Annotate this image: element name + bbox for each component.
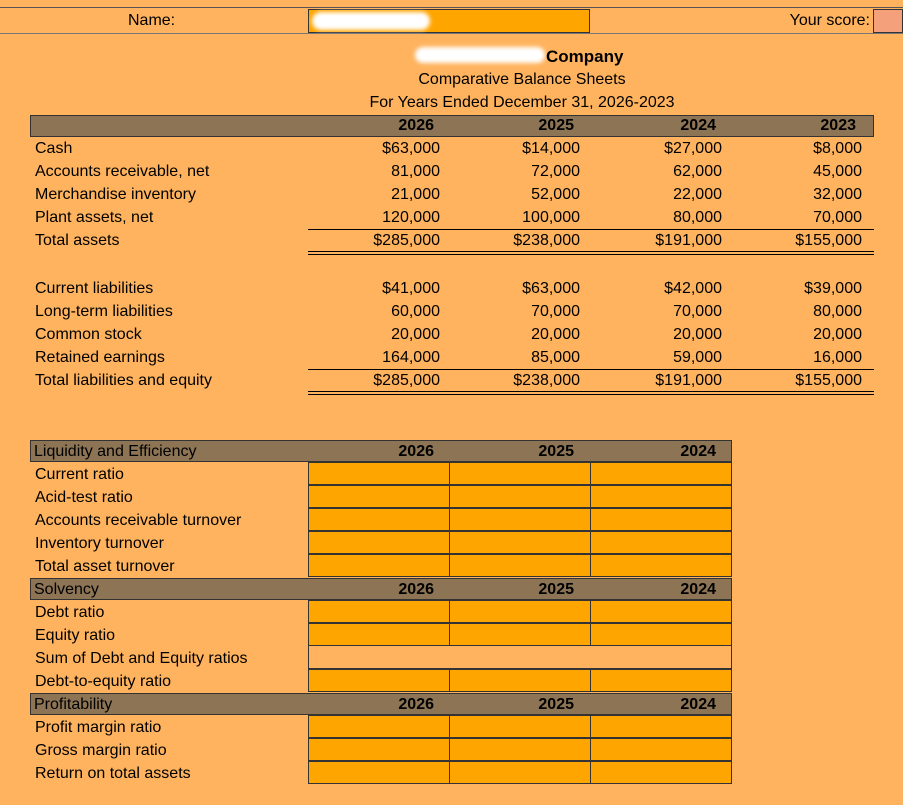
profitability-year-2024: 2024	[680, 696, 716, 713]
total-liabilities-equity-2024: $191,000	[655, 372, 722, 389]
retained-earnings-2024: 59,000	[673, 349, 722, 366]
ar-2026: 81,000	[391, 163, 440, 180]
score-cell[interactable]	[873, 9, 903, 33]
plant-assets-2026: 120,000	[382, 209, 440, 226]
ar-2023: 45,000	[813, 163, 862, 180]
sum-debt-equity-cells	[308, 646, 732, 669]
plant-assets-2024: 80,000	[673, 209, 722, 226]
row-label-common-stock: Common stock	[35, 326, 142, 343]
total-liabilities-equity-2025: $238,000	[513, 372, 580, 389]
debt-ratio-2024-input[interactable]	[590, 600, 732, 623]
inventory-turnover-2026-input[interactable]	[308, 531, 450, 554]
long-term-liabilities-2026: 60,000	[391, 303, 440, 320]
total-liabilities-top-rule	[308, 369, 874, 370]
year-header-bar	[30, 115, 874, 137]
acid-test-2026-input[interactable]	[308, 485, 450, 508]
total-asset-turnover-2024-input[interactable]	[590, 554, 732, 577]
solvency-year-2026: 2026	[398, 581, 434, 598]
retained-earnings-2025: 85,000	[531, 349, 580, 366]
current-ratio-2026-input[interactable]	[308, 462, 450, 485]
redacted-company-name	[415, 47, 545, 63]
equity-ratio-2024-input[interactable]	[590, 623, 732, 646]
ar-turnover-2025-input[interactable]	[449, 508, 591, 531]
ratio-label-acid-test: Acid-test ratio	[35, 489, 133, 506]
profitability-year-2025: 2025	[538, 696, 574, 713]
common-stock-2023: 20,000	[813, 326, 862, 343]
ar-turnover-2026-input[interactable]	[308, 508, 450, 531]
cash-2025: $14,000	[522, 140, 580, 157]
ratio-label-equity-ratio: Equity ratio	[35, 627, 116, 644]
return-on-assets-2025-input[interactable]	[449, 761, 591, 784]
row-label-cash: Cash	[35, 140, 73, 157]
current-ratio-2025-input[interactable]	[449, 462, 591, 485]
profit-margin-2024-input[interactable]	[590, 715, 732, 738]
score-label: Your score:	[789, 12, 870, 29]
total-liabilities-double-rule-2	[308, 394, 874, 395]
ratio-label-profit-margin: Profit margin ratio	[35, 719, 162, 736]
year-2023-header: 2023	[820, 117, 856, 134]
profit-margin-2025-input[interactable]	[449, 715, 591, 738]
total-assets-top-rule	[308, 229, 874, 230]
debt-ratio-2026-input[interactable]	[308, 600, 450, 623]
liquidity-year-2024: 2024	[680, 443, 716, 460]
ar-2024: 62,000	[673, 163, 722, 180]
company-name: Company	[546, 47, 624, 66]
total-asset-turnover-2026-input[interactable]	[308, 554, 450, 577]
profit-margin-2026-input[interactable]	[308, 715, 450, 738]
solvency-title: Solvency	[34, 581, 99, 598]
row-label-current-liabilities: Current liabilities	[35, 280, 154, 297]
liquidity-year-2025: 2025	[538, 443, 574, 460]
current-liabilities-2026: $41,000	[382, 280, 440, 297]
current-liabilities-2023: $39,000	[804, 280, 862, 297]
solvency-year-2024: 2024	[680, 581, 716, 598]
profitability-year-2026: 2026	[398, 696, 434, 713]
total-assets-2025: $238,000	[513, 232, 580, 249]
common-stock-2026: 20,000	[391, 326, 440, 343]
row-label-total-assets: Total assets	[35, 232, 120, 249]
ar-turnover-2024-input[interactable]	[590, 508, 732, 531]
ratio-label-debt-to-equity: Debt-to-equity ratio	[35, 673, 172, 690]
header-row-bottom-border	[0, 33, 903, 34]
inventory-turnover-2025-input[interactable]	[449, 531, 591, 554]
ratio-label-gross-margin: Gross margin ratio	[35, 742, 167, 759]
row-label-retained-earnings: Retained earnings	[35, 349, 165, 366]
total-assets-double-rule-2	[308, 254, 874, 255]
statement-subtitle: Comparative Balance Sheets	[418, 71, 626, 88]
plant-assets-2025: 100,000	[522, 209, 580, 226]
row-label-merchandise-inventory: Merchandise inventory	[35, 186, 196, 203]
long-term-liabilities-2025: 70,000	[531, 303, 580, 320]
ratio-label-return-on-assets: Return on total assets	[35, 765, 191, 782]
inventory-2023: 32,000	[813, 186, 862, 203]
inventory-2025: 52,000	[531, 186, 580, 203]
current-liabilities-2024: $42,000	[664, 280, 722, 297]
total-assets-2026: $285,000	[373, 232, 440, 249]
return-on-assets-2024-input[interactable]	[590, 761, 732, 784]
inventory-turnover-2024-input[interactable]	[590, 531, 732, 554]
liquidity-year-2026: 2026	[398, 443, 434, 460]
ratio-label-sum-debt-equity: Sum of Debt and Equity ratios	[35, 650, 248, 667]
equity-ratio-2026-input[interactable]	[308, 623, 450, 646]
debt-to-equity-2026-input[interactable]	[308, 669, 450, 692]
equity-ratio-2025-input[interactable]	[449, 623, 591, 646]
gross-margin-2026-input[interactable]	[308, 738, 450, 761]
total-liabilities-equity-2023: $155,000	[795, 372, 862, 389]
ratio-label-current-ratio: Current ratio	[35, 466, 124, 483]
total-assets-2023: $155,000	[795, 232, 862, 249]
cash-2024: $27,000	[664, 140, 722, 157]
year-2025-header: 2025	[538, 117, 574, 134]
cash-2023: $8,000	[813, 140, 862, 157]
top-border	[0, 7, 903, 8]
total-liabilities-equity-2026: $285,000	[373, 372, 440, 389]
retained-earnings-2023: 16,000	[813, 349, 862, 366]
inventory-2026: 21,000	[391, 186, 440, 203]
total-assets-2024: $191,000	[655, 232, 722, 249]
gross-margin-2024-input[interactable]	[590, 738, 732, 761]
acid-test-2024-input[interactable]	[590, 485, 732, 508]
retained-earnings-2026: 164,000	[382, 349, 440, 366]
ar-2025: 72,000	[531, 163, 580, 180]
row-label-long-term-liabilities: Long-term liabilities	[35, 303, 173, 320]
name-label: Name:	[128, 12, 176, 29]
long-term-liabilities-2023: 80,000	[813, 303, 862, 320]
profitability-title: Profitability	[34, 696, 113, 713]
total-asset-turnover-2025-input[interactable]	[449, 554, 591, 577]
row-label-accounts-receivable: Accounts receivable, net	[35, 163, 210, 180]
redacted-name	[312, 12, 430, 30]
row-label-total-liabilities-equity: Total liabilities and equity	[35, 372, 212, 389]
plant-assets-2023: 70,000	[813, 209, 862, 226]
ratio-label-inventory-turnover: Inventory turnover	[35, 535, 164, 552]
debt-to-equity-2025-input[interactable]	[449, 669, 591, 692]
common-stock-2025: 20,000	[531, 326, 580, 343]
year-2024-header: 2024	[680, 117, 716, 134]
return-on-assets-2026-input[interactable]	[308, 761, 450, 784]
current-ratio-2024-input[interactable]	[590, 462, 732, 485]
debt-ratio-2025-input[interactable]	[449, 600, 591, 623]
year-2026-header: 2026	[398, 117, 434, 134]
inventory-2024: 22,000	[673, 186, 722, 203]
total-liabilities-double-rule-1	[308, 391, 874, 392]
acid-test-2025-input[interactable]	[449, 485, 591, 508]
row-label-plant-assets: Plant assets, net	[35, 209, 154, 226]
ratio-label-debt-ratio: Debt ratio	[35, 604, 105, 621]
debt-to-equity-2024-input[interactable]	[590, 669, 732, 692]
ratio-label-ar-turnover: Accounts receivable turnover	[35, 512, 242, 529]
long-term-liabilities-2024: 70,000	[673, 303, 722, 320]
ratio-label-total-asset-turnover: Total asset turnover	[35, 558, 175, 575]
statement-period: For Years Ended December 31, 2026-2023	[369, 94, 675, 111]
current-liabilities-2025: $63,000	[522, 280, 580, 297]
total-assets-double-rule-1	[308, 251, 874, 252]
gross-margin-2025-input[interactable]	[449, 738, 591, 761]
liquidity-title: Liquidity and Efficiency	[34, 443, 197, 460]
cash-2026: $63,000	[382, 140, 440, 157]
common-stock-2024: 20,000	[673, 326, 722, 343]
solvency-year-2025: 2025	[538, 581, 574, 598]
